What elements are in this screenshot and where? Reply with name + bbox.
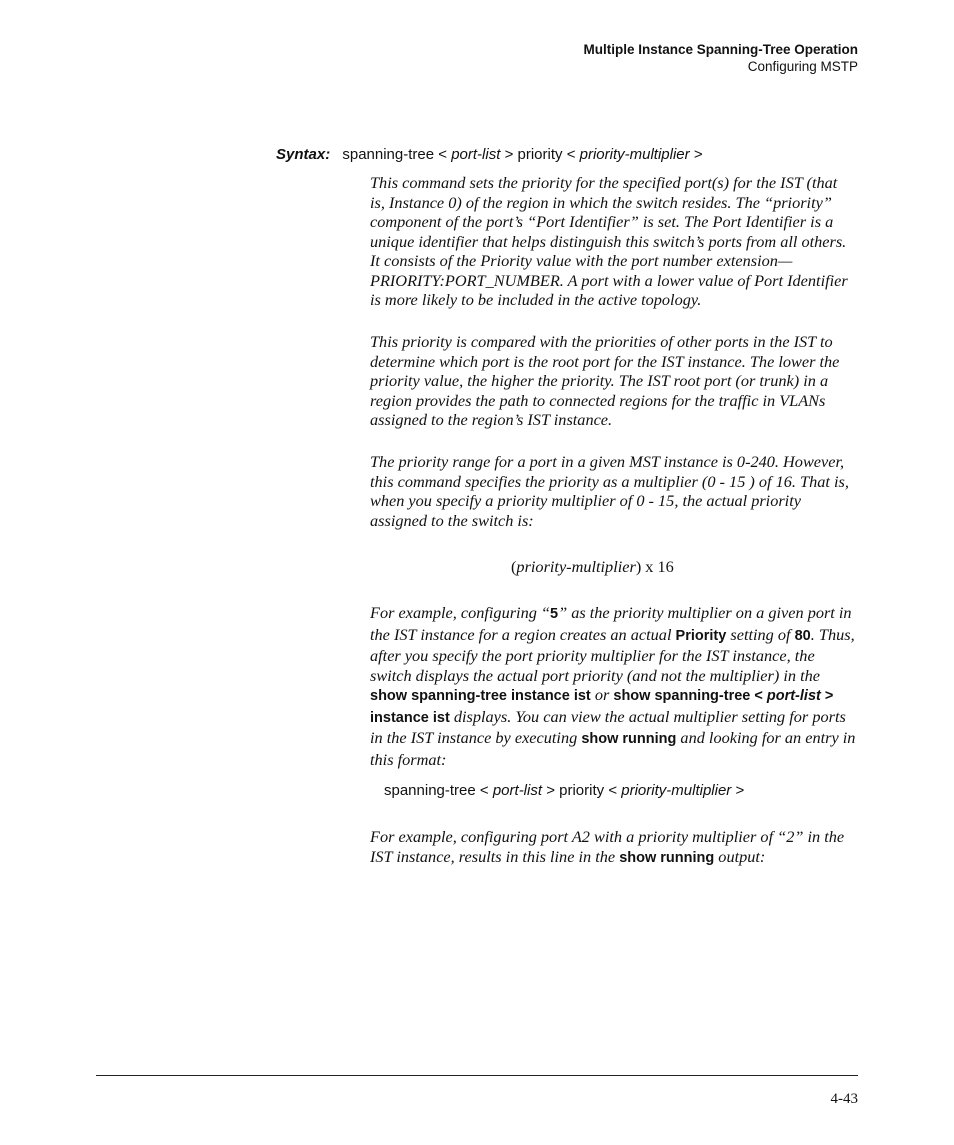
p4-cmd2-c: > instance ist bbox=[370, 688, 834, 726]
p4-cmd2-port-list: port-list bbox=[766, 688, 821, 704]
p5-bold-command: show running bbox=[619, 849, 715, 866]
syntax-line bbox=[276, 145, 703, 164]
code-command: spanning-tree bbox=[384, 782, 476, 799]
example-paragraph-1 bbox=[370, 603, 856, 769]
p4-text-3: setting of bbox=[726, 624, 795, 644]
footer-rule bbox=[96, 1075, 858, 1076]
code-keyword: priority bbox=[559, 782, 605, 799]
p4-text-5: or bbox=[590, 685, 614, 704]
p4-bold-command-1: show spanning-tree instance ist bbox=[370, 688, 591, 704]
description-paragraph-3: The priority range for a port in a given MST instance is 0-240. However, this command specifies the priority as a multiplier (0 - 15 ) of 16. That is, when you specify a priority multiplier of 0 - 15, the actual priority assigned to the switch is: bbox=[370, 452, 849, 530]
code-port-list: port-list bbox=[492, 782, 543, 799]
syntax-keyword: priority bbox=[517, 146, 563, 163]
syntax-label: Syntax: bbox=[276, 146, 331, 163]
description-paragraph-1: This command sets the priority for the specified port(s) for the IST (that is, Instance 0) of the region in which the switch resides. The “priority” component of the port’s “Port Identifier” is set. The Port Identifier is a unique identifier that helps distinguish this switch’s ports from all others. It consists of the Priority value with the port number extension—PRIORITY:PORT_NUMBER. A port with a lower value of Port Identifier is more likely to be included in the active topology. bbox=[370, 173, 848, 309]
syntax-port-list: port-list bbox=[451, 146, 501, 163]
config-format-line bbox=[384, 781, 744, 800]
p4-bold-priority: Priority bbox=[675, 627, 727, 644]
formula-close: ) x 16 bbox=[635, 557, 674, 576]
p4-cmd2-a: show spanning-tree < bbox=[613, 688, 767, 704]
example-paragraph-2 bbox=[370, 827, 856, 868]
p4-bold-command-3: show running bbox=[581, 731, 677, 747]
code-gt-2: > bbox=[735, 782, 745, 799]
syntax-gt-2: > bbox=[693, 146, 703, 163]
p5-text-1: For example, configuring port A2 with a priority multiplier of “2” in the IST instance, results in this line in the bbox=[370, 827, 845, 866]
syntax-lt-2: < bbox=[566, 146, 576, 163]
page-number: 4-43 bbox=[830, 1091, 858, 1107]
code-lt-2: < bbox=[608, 782, 618, 799]
p4-text-6: displays. You can view the actual multiplier setting for ports in the IST instance by executing bbox=[370, 706, 846, 747]
p5-text-2: output: bbox=[714, 846, 766, 866]
syntax-gt-1: > bbox=[504, 146, 514, 163]
formula-open: ( bbox=[511, 557, 517, 576]
p4-text-7: and looking for an entry in this format: bbox=[370, 728, 856, 769]
code-priority-multiplier: priority-multiplier bbox=[621, 782, 732, 799]
section-title: Configuring MSTP bbox=[747, 59, 858, 74]
p4-text-4: . Thus, after you specify the port priority multiplier for the IST instance, the switch displays the actual port priority (and not the multiplier) in the bbox=[370, 624, 855, 685]
syntax-command: spanning-tree bbox=[342, 146, 435, 163]
chapter-title: Multiple Instance Spanning-Tree Operation bbox=[583, 42, 858, 57]
formula-term: priority-multiplier bbox=[516, 557, 636, 576]
code-gt-1: > bbox=[546, 782, 555, 799]
priority-formula bbox=[511, 557, 674, 576]
p4-bold-multiplier: 5 bbox=[549, 606, 559, 622]
p4-text-1: For example, configuring “ bbox=[370, 603, 550, 622]
syntax-lt-1: < bbox=[438, 146, 448, 163]
p4-bold-value: 80 bbox=[794, 627, 811, 644]
p4-text-2: ” as the priority multiplier on a given port in the IST instance for a region creates an actual bbox=[370, 603, 852, 644]
description-paragraph-2: This priority is compared with the priorities of other ports in the IST to determine which port is the root port for the IST instance. The lower the priority value, the higher the priority. The IST root port (or trunk) in a region provides the path to connected regions for the traffic in VLANs assigned to the region’s IST instance. bbox=[370, 332, 840, 429]
code-lt-1: < bbox=[479, 782, 489, 799]
syntax-priority-multiplier: priority-multiplier bbox=[579, 146, 690, 163]
